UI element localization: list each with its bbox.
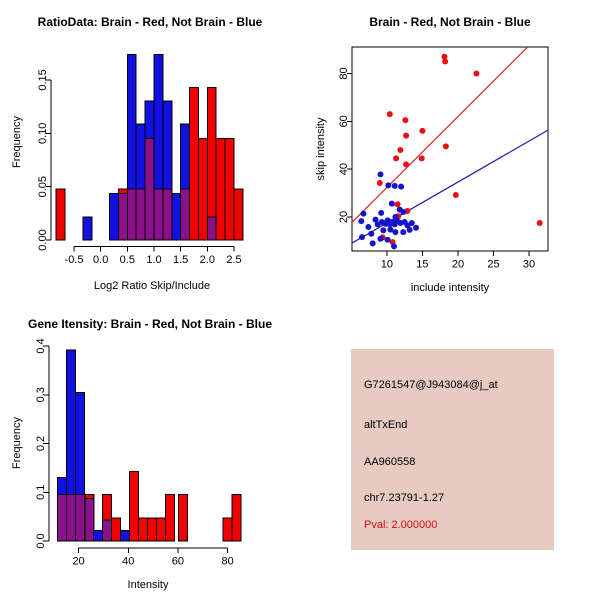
scatter-point-red — [395, 201, 401, 207]
y-tick-label: 60 — [337, 115, 350, 128]
y-tick-label: 0.05 — [36, 175, 49, 198]
notbrain-fit-line — [352, 130, 548, 243]
hist-bar-overlap — [103, 520, 112, 541]
scatter-point-red — [473, 70, 479, 76]
hist-bar-red — [130, 471, 139, 541]
scatter-point-red — [419, 155, 425, 161]
hist-bar-red — [56, 189, 65, 240]
hist-bar-overlap — [163, 189, 172, 240]
scatter-point-blue — [368, 231, 374, 237]
hist-bar-blue — [94, 530, 103, 541]
y-tick-label: 0.00 — [36, 229, 49, 251]
scatter-point-red — [453, 192, 459, 198]
y-axis-label: skip intensity — [314, 117, 327, 181]
hist-bar-blue — [121, 530, 130, 541]
scatter-point-red — [403, 161, 409, 167]
hist-bar-overlap — [181, 189, 190, 240]
x-tick-label: 20 — [72, 555, 85, 568]
scatter-point-red — [403, 133, 409, 139]
intensity-scatter-panel — [300, 0, 600, 300]
y-axis-label: Frequency — [10, 417, 23, 469]
x-tick-label: 2.0 — [199, 254, 215, 266]
chart-title: RatioData: Brain - Red, Not Brain - Blue — [37, 15, 263, 29]
hist-bar-overlap — [58, 495, 67, 541]
y-tick-label: 0.1 — [34, 484, 47, 500]
x-tick-label: 1.0 — [146, 254, 162, 266]
y-tick-label: 40 — [337, 163, 350, 176]
x-tick-label: 60 — [171, 555, 185, 568]
scatter-point-blue — [359, 234, 365, 240]
scatter-point-red — [393, 155, 399, 161]
gene-intensity-histogram-panel — [0, 300, 300, 600]
splice-type-text: altTxEnd — [364, 419, 408, 431]
chart-title: Gene Itensity: Brain - Red, Not Brain - Blue — [27, 317, 273, 331]
hist-bar-overlap — [136, 189, 145, 240]
scatter-point-blue — [377, 171, 383, 177]
y-tick-label: 0.10 — [36, 122, 49, 145]
hist-bar-red — [225, 138, 234, 240]
x-axis-label: Log2 Ratio Skip/Include — [93, 280, 211, 292]
probe-info-box — [351, 349, 554, 550]
x-tick-label: 0.5 — [119, 254, 135, 266]
hist-bar-red — [216, 138, 225, 240]
x-tick-label: 2.5 — [226, 254, 242, 266]
scatter-point-blue — [370, 240, 376, 246]
x-tick-label: 30 — [522, 258, 536, 271]
hist-bar-overlap — [127, 189, 136, 240]
scatter-point-blue — [409, 220, 415, 226]
scatter-point-red — [387, 111, 393, 117]
hist-bar-red — [148, 518, 157, 541]
scatter-point-red — [419, 128, 425, 134]
scatter-point-blue — [400, 209, 406, 215]
hist-bar-overlap — [118, 194, 127, 240]
scatter-point-blue — [391, 243, 397, 249]
hist-bar-red — [234, 189, 243, 240]
brain-fit-line — [352, 47, 528, 222]
x-tick-label: 0.0 — [93, 254, 109, 266]
x-axis-label: Intensity — [127, 579, 169, 591]
scatter-point-red — [443, 143, 449, 149]
x-tick-label: 80 — [221, 555, 234, 568]
hist-bar-blue — [110, 194, 119, 240]
scatter-point-red — [442, 58, 448, 64]
scatter-point-red — [537, 220, 543, 226]
probe-id-text: G7261547@J943084@j_at — [364, 379, 498, 391]
y-axis-label: Frequency — [10, 116, 23, 168]
scatter-point-blue — [358, 218, 364, 224]
hist-bar-overlap — [154, 189, 163, 240]
scatter-point-red — [397, 147, 403, 153]
y-tick-label: 20 — [337, 210, 350, 224]
x-tick-label: 40 — [122, 555, 135, 568]
scatter-point-blue — [385, 182, 391, 188]
hist-bar-red — [139, 518, 148, 541]
scatter-point-blue — [389, 201, 395, 207]
hist-bar-blue — [172, 194, 181, 240]
hist-bar-blue — [83, 217, 92, 240]
scatter-point-blue — [392, 183, 398, 189]
scatter-point-red — [377, 180, 383, 186]
x-tick-label: 1.5 — [173, 254, 189, 266]
scatter-point-red — [402, 117, 408, 123]
hist-bar-red — [223, 518, 232, 541]
hist-bar-overlap — [145, 138, 154, 240]
scatter-point-blue — [392, 229, 398, 235]
scatter-point-blue — [380, 227, 386, 233]
scatter-point-blue — [377, 236, 383, 242]
y-tick-label: 0.15 — [36, 69, 49, 91]
x-tick-label: 10 — [380, 258, 394, 271]
y-tick-label: 0.3 — [34, 387, 47, 403]
hist-bar-red — [178, 495, 187, 541]
scatter-point-blue — [392, 221, 398, 227]
hist-bar-red — [198, 138, 207, 240]
scatter-point-blue — [398, 184, 404, 190]
locus-text: chr7.23791-1.27 — [364, 492, 445, 504]
x-tick-label: -0.5 — [64, 254, 84, 266]
hist-bar-overlap — [207, 217, 216, 240]
x-tick-label: 15 — [416, 258, 429, 271]
hist-bar-red — [190, 88, 199, 240]
hist-bar-overlap — [67, 495, 76, 541]
scatter-point-blue — [413, 225, 419, 231]
ratio-histogram-panel — [0, 0, 300, 300]
scatter-point-blue — [385, 237, 391, 243]
scatter-point-blue — [407, 227, 413, 233]
hist-bar-overlap — [76, 495, 85, 541]
y-tick-label: 0.0 — [34, 533, 47, 549]
hist-bar-red — [157, 518, 166, 541]
hist-bar-red — [232, 495, 241, 541]
hist-bar-red — [166, 495, 175, 541]
scatter-point-blue — [360, 211, 366, 217]
y-tick-label: 0.4 — [34, 338, 47, 354]
scatter-point-blue — [400, 229, 406, 235]
hist-bar-overlap — [85, 499, 94, 541]
x-tick-label: 20 — [451, 258, 465, 271]
scatter-point-blue — [378, 210, 384, 216]
x-axis-label: include intensity — [410, 282, 490, 294]
chart-title: Brain - Red, Not Brain - Blue — [369, 15, 531, 29]
hist-bar-red — [112, 518, 121, 541]
scatter-point-blue — [365, 224, 371, 230]
y-tick-label: 0.2 — [34, 435, 47, 452]
accession-text: AA960558 — [364, 456, 416, 468]
pval-text: Pval: 2.000000 — [364, 519, 438, 531]
y-tick-label: 80 — [337, 67, 350, 80]
x-tick-label: 25 — [487, 258, 500, 271]
